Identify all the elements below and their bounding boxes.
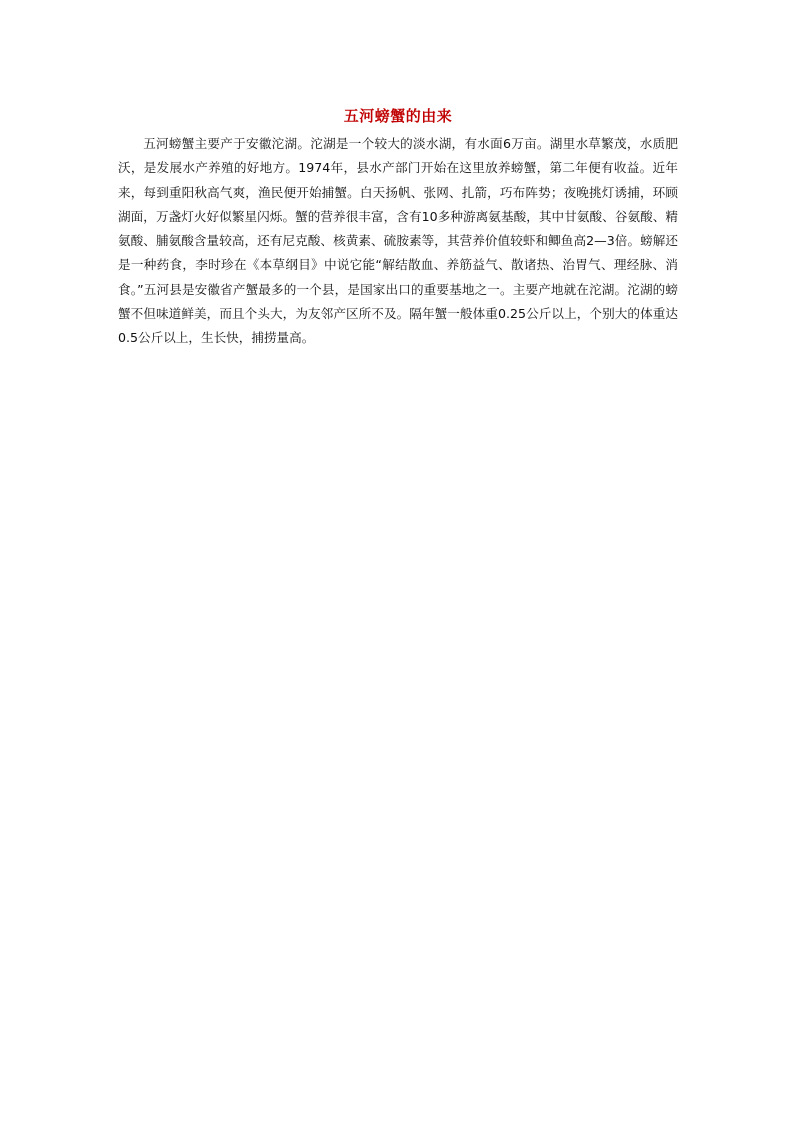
body-paragraph: 五河螃蟹主要产于安徽沱湖。沱湖是一个较大的淡水湖，有水面6万亩。湖里水草繁茂，水质肥沃，是发展水产养殖的好地方。1974年，县水产部门开始在这里放养螃蟹，第二年便有收益。近年来，每到重阳秋高气爽，渔民便开始捕蟹。白天扬帆、张网、扎箭，巧布阵势；夜晚挑灯诱捕，环顾湖面，万盏灯火好似繁星闪烁。蟹的营养很丰富，含有10多种游离氨基酸，其中甘氨酸、谷氨酸、精氨酸、脯氨酸含量较高，还有尼克酸、核黄素、硫胺素等，其营养价值较虾和鲫鱼高2—3倍。螃解还是一种药食，李时珍在《本草纲目》中说它能“解结散血、养筋益气、散诸热、治胃气、理经脉、消食。”五河县是安徽省产蟹最多的一个县，是国家出口的重要基地之一。主要产地就在沱湖。沱湖的螃蟹不但味道鲜美，而且个头大，为友邻产区所不及。隔年蟹一般体重0.25公斤以上，个别大的体重达0.5公斤以上，生长快，捕捞量高。 <box>118 136 678 346</box>
document-content <box>118 104 678 351</box>
document-title: 五河螃蟹的由来 <box>343 107 453 125</box>
